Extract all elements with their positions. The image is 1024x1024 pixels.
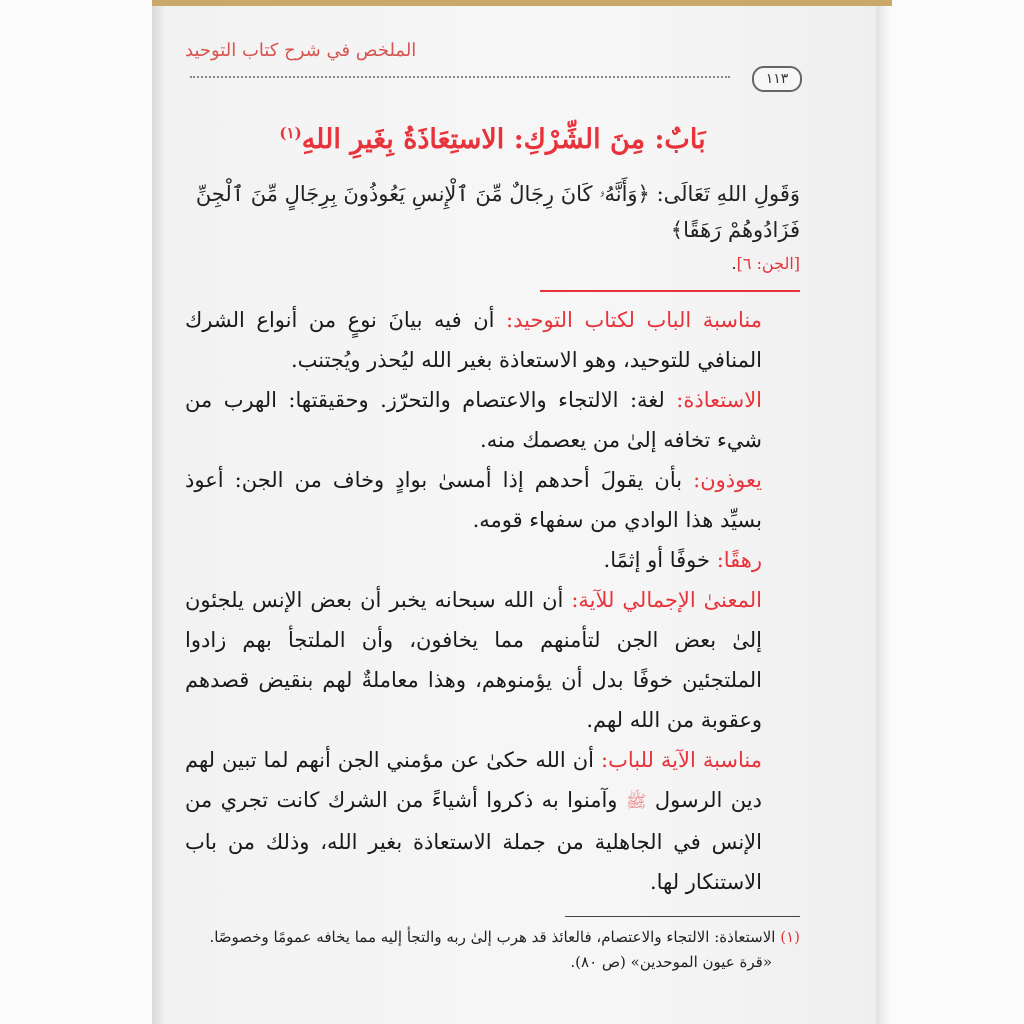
paragraph-text: أن الله حكىٰ عن مؤمني الجن أنهم لما تبين لهم دين الرسول [185,748,762,812]
page-number: ١١٣ [752,66,802,92]
paragraph [185,740,800,902]
body-text [185,300,800,902]
chapter-title [185,120,800,160]
paragraph-term: الاستعاذة: [676,388,762,412]
section-divider [540,290,800,292]
verse-line [185,176,800,248]
footnote [185,925,800,975]
paragraph [185,460,800,540]
paragraph-text: أن الله سبحانه يخبر أن بعض الإنس يلجئون إلىٰ بعض الجن لتأمنهم مما يخافون، وأن الملتجأ بهم زادوا الملتجئين خوفًا بدل أن يؤمنوهم، وهذا معاملةٌ لهم بنقيض قصدهم وعقوبة من الله لهم. [185,588,762,732]
paragraph [185,580,800,740]
footnote-text: الاستعاذة: الالتجاء والاعتصام، فالعائذ قد هرب إلىٰ ربه والتجأ إليه مما يخافه عمومًا وخصوصًا. [209,928,781,946]
paragraph-text: وآمنوا به ذكروا أشياءً من الشرك كانت تجري من الإنس في الجاهلية من جملة الاستعاذة بغير الله، وذلك من باب الاستنكار لها. [185,788,762,894]
page-edge [876,0,890,1024]
verse-text: ﴿وَأَنَّهُۥ كَانَ رِجَالٌ مِّنَ ٱلْإِنسِ يَعُوذُونَ بِرِجَالٍ مِّنَ ٱلْجِنِّ فَزَادُوهُمْ رَهَقًا﴾ [195,182,800,242]
paragraph-text: لغة: الالتجاء والاعتصام والتحرّز. وحقيقتها: الهرب من شيء تخافه إلىٰ من يعصمك منه. [185,388,762,452]
page-content [185,0,800,995]
verse-intro: وَقَولِ اللهِ تَعَالَى: [656,182,800,206]
paragraph [185,540,800,580]
salutation-glyph: ﷺ [625,792,647,812]
paragraph [185,380,800,460]
paragraph-text: أن فيه بيانَ نوعٍ من أنواع الشرك المنافي للتوحيد، وهو الاستعاذة بغير الله ليُحذر ويُجتنب. [185,308,762,372]
footnote-source: «قرة عيون الموحدين» (ص ٨٠). [570,953,772,971]
paragraph [185,300,800,380]
footnote-divider [565,916,800,917]
footnote-marker: (١) [279,124,302,142]
paragraph-text: بأن يقولَ أحدهم إذا أمسىٰ بوادٍ وخاف من الجن: أعوذ بسيِّد هذا الوادي من سفهاء قومه. [185,468,762,532]
paragraph-term: رهقًا: [716,548,762,572]
verse-ref: [الجن: ٦] [736,254,800,273]
verse-ref-end: . [731,254,737,273]
paragraph-term: مناسبة الآية للباب: [601,748,763,772]
chapter-title-text: بَابٌ: مِنَ الشِّرْكِ: الاستِعَاذَةُ بِغَيرِ اللهِ [301,124,706,155]
footnote-number: (١) [780,928,800,946]
paragraph-text: خوفًا أو إثمًا. [603,548,717,572]
footnote-line [185,925,800,950]
paragraph-term: مناسبة الباب لكتاب التوحيد: [506,308,762,332]
running-title: الملخص في شرح كتاب التوحيد [185,40,417,61]
verse-reference [185,252,800,276]
paragraph-term: المعنىٰ الإجمالي للآية: [571,588,763,612]
paragraph-term: يعوذون: [693,468,762,492]
